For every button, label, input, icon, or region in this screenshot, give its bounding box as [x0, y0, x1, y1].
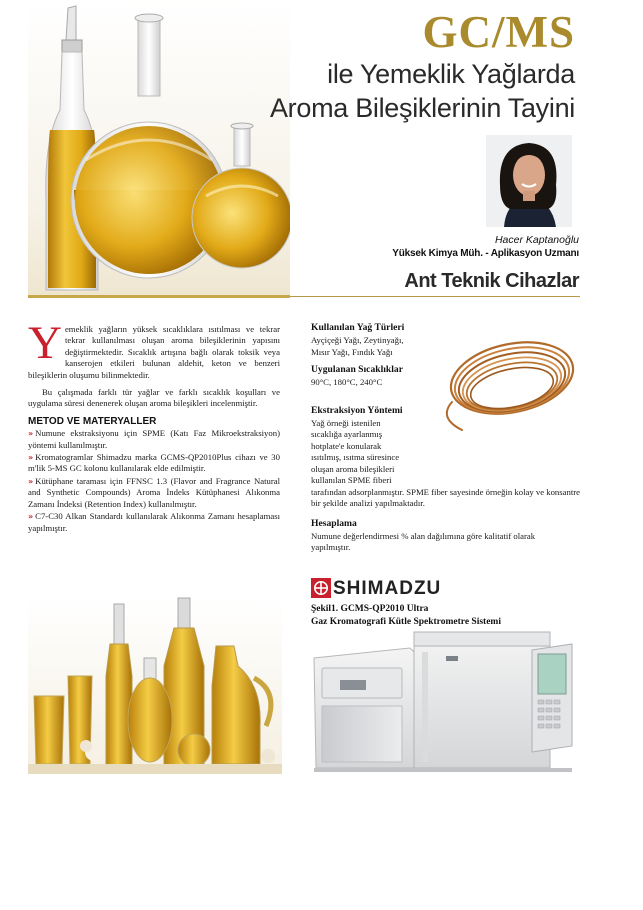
intro-paragraph-1: Yemeklik yağların yüksek sıcaklıklara ısıtılması ve tekrar tekrar kullanılması oluşan aroma bileşiklerinin yapısını değiştirmektedir. Sıcaklık artışına bağlı olarak toksik veya kanserojen etkileri bulunan aldehit, keton ve benzeri bileşiklerin oluşumu bilinmektedir.	[28, 317, 280, 380]
chevron-right-icon: »	[28, 512, 34, 522]
chevron-right-icon: »	[28, 453, 34, 463]
author-name: Hacer Kaptanoğlu	[494, 234, 579, 246]
temperatures-heading: Uygulanan Sıcaklıklar	[311, 364, 403, 375]
gcms-instrument-image	[310, 628, 580, 776]
figure-caption-line-2: Gaz Kromatografi Kütle Spektrometre Sistemi	[311, 616, 501, 627]
header-divider	[28, 295, 290, 298]
chevron-right-icon: »	[28, 476, 34, 486]
method-item: » Kütüphane taraması için FFNSC 1.3 (Flavor and Fragrance Natural and Synthetic Compounds) Aroma İndeks Kütüphanesi Alıkonma Zamanı İndeksi (Retention Index) kullanılmıştır.	[28, 475, 280, 509]
temperatures-values: 90°C, 180°C, 240°C	[311, 377, 383, 387]
calculation-heading: Hesaplama	[311, 518, 357, 529]
left-column	[28, 317, 280, 535]
subtitle-line-2: Aroma Bileşiklerinin Tayini	[269, 93, 575, 123]
shimadzu-logo-text: SHIMADZU	[333, 578, 442, 599]
subtitle	[270, 57, 575, 125]
method-item: » Kromatogramlar Shimadzu marka GCMS-QP2010Plus cihazı ve 30 m'lik 5-MS GC kolonu kullanılarak elde edilmiştir.	[28, 452, 280, 474]
calculation-text: Numune değerlendirmesi % alan dağılımına göre kalitatif olarak yapılmıştır.	[311, 531, 536, 553]
chevron-right-icon: »	[28, 429, 34, 439]
oil-types-line-2: Mısır Yağı, Fındık Yağı	[311, 347, 393, 357]
oil-bottles-photo	[28, 596, 282, 774]
extraction-text: Yağ örneği istenilen sıcaklığa ayarlanmış hotplate'e konularak ısıtılmış, ısıtma süresince oluşan aroma bileşikleri kullanılan SPME fiberi	[311, 418, 400, 486]
method-item: » Numune ekstraksiyonu için SPME (Katı Faz Mikroekstraksiyon) yöntemi kullanılmıştır.	[28, 428, 280, 450]
figure-caption	[311, 603, 501, 628]
drop-cap: Y	[28, 317, 62, 369]
method-heading: METOD VE MATERYALLER	[28, 415, 157, 427]
shimadzu-logo	[311, 578, 442, 603]
intro-paragraph-2: Bu çalışmada farklı tür yağlar ve farklı sıcaklık koşulları ve uygulama süresi denenerek oluşan aroma bileşikleri incelenmiştir.	[28, 387, 280, 409]
shimadzu-logo-icon	[311, 578, 331, 598]
main-title: GC/MS	[422, 7, 575, 57]
method-item: » C7-C30 Alkan Standardı kullanılarak Alıkonma Zamanı hesaplaması yapılmıştır.	[28, 511, 280, 533]
oil-types-heading: Kullanılan Yağ Türleri	[311, 322, 405, 333]
author-title: Yüksek Kimya Müh. - Aplikasyon Uzmanı	[392, 248, 579, 259]
company-name: Ant Teknik Cihazlar	[404, 270, 579, 292]
extraction-continuation: tarafından adsorplanmıştır. SPME fiber sayesinde örneğin kolay ve konsantre bir şekilde analizi yapılmaktadır.	[311, 487, 581, 509]
gc-column-coil-image	[432, 318, 580, 438]
header-divider-thin	[290, 296, 580, 297]
oil-bottles-hero-image	[28, 0, 290, 298]
extraction-heading: Ekstraksiyon Yöntemi	[311, 405, 403, 416]
oil-types-line-1: Ayçiçeği Yağı, Zeytinyağı,	[311, 335, 404, 345]
subtitle-line-1: ile Yemeklik Yağlarda	[327, 59, 575, 89]
figure-caption-line-1: Şekil1. GCMS-QP2010 Ultra	[311, 604, 429, 614]
author-photo	[486, 135, 572, 227]
